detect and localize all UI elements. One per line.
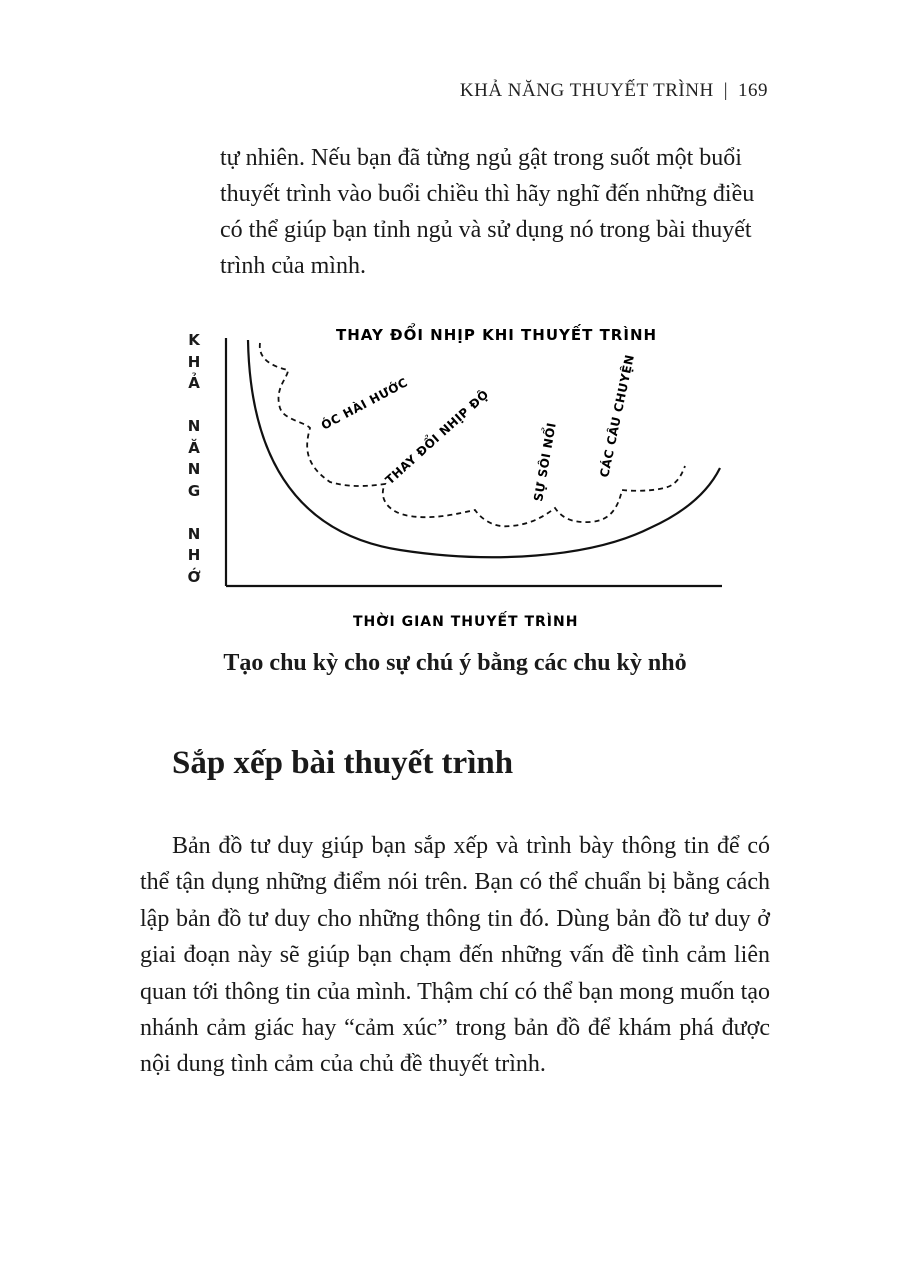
figure-caption: Tạo chu kỳ cho sự chú ý bằng các chu kỳ nhỏ xyxy=(223,650,687,676)
retention-curve xyxy=(248,340,720,557)
annotation-excitement: SỰ SÔI NỔI xyxy=(531,421,559,503)
annotation-humor: ÓC HÀI HƯỚC xyxy=(318,375,411,433)
figure-x-axis-label: THỜI GIAN THUYẾT TRÌNH xyxy=(353,614,579,630)
section-heading: Sắp xếp bài thuyết trình xyxy=(172,745,514,781)
figure-y-axis-label: K H Ả N Ă N G N H Ớ xyxy=(187,331,201,586)
attention-cycle-figure xyxy=(170,318,740,638)
running-title: KHẢ NĂNG THUYẾT TRÌNH xyxy=(459,80,714,101)
annotation-stories: CÁC CÂU CHUYỆN xyxy=(597,353,637,479)
annotation-pace-change: THAY ĐỔI NHỊP ĐỘ xyxy=(382,387,492,488)
running-header xyxy=(460,80,768,102)
section-paragraph: Bản đồ tư duy giúp bạn sắp xếp và trình bày thông tin để có thể tận dụng những điểm nói trên. Bạn có thể chuẩn bị bằng cách lập bản đồ tư duy cho những thông tin đó. Dùng bản đồ tư duy ở giai đoạn này sẽ giúp bạn chạm đến những vấn đề tình cảm liên quan tới thông tin của mình. Thậm chí có thể bạn mong muốn tạo nhánh cảm giác hay “cảm xúc” trong bản đồ để khám phá được nội dung tình cảm của chủ đề thuyết trình. xyxy=(140,833,770,1078)
figure-axes xyxy=(226,338,722,586)
header-separator: | xyxy=(723,80,728,101)
figure-title: THAY ĐỔI NHỊP KHI THUYẾT TRÌNH xyxy=(336,326,658,344)
intro-paragraph: tự nhiên. Nếu bạn đã từng ngủ gật trong suốt một buổi thuyết trình vào buổi chiều thì hãy nghĩ đến những điều có thể giúp bạn tỉnh ngủ và sử dụng nó trong bài thuyết trình của mình. xyxy=(220,145,755,279)
page-number: 169 xyxy=(738,80,768,101)
